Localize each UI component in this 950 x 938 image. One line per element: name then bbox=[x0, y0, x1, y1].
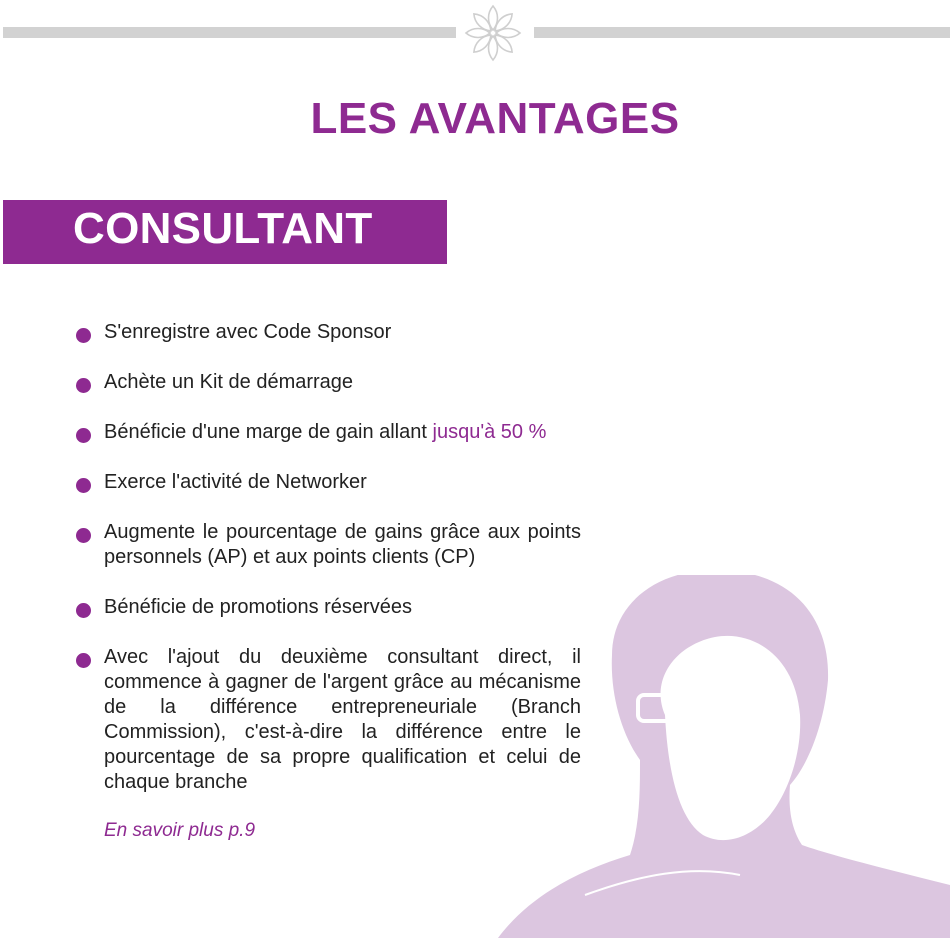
bullet-icon bbox=[76, 328, 91, 343]
list-item bbox=[75, 645, 595, 795]
bullet-icon bbox=[76, 478, 91, 493]
top-divider-left bbox=[3, 27, 456, 38]
list-item bbox=[75, 595, 595, 620]
list-item bbox=[75, 370, 595, 395]
section-banner-label: CONSULTANT bbox=[73, 204, 373, 253]
learn-more-link[interactable]: En savoir plus p.9 bbox=[104, 820, 256, 841]
page-title: LES AVANTAGES bbox=[310, 94, 680, 143]
list-item bbox=[75, 470, 595, 495]
list-item bbox=[75, 420, 595, 445]
flower-ornament-icon bbox=[462, 2, 524, 64]
bullet-icon bbox=[76, 603, 91, 618]
list-item bbox=[75, 320, 595, 345]
benefit-highlight: jusqu'à 50 % bbox=[432, 421, 547, 443]
benefit-text: Augmente le pourcentage de gains grâce aux points personnels (AP) et aux points clients (CP) bbox=[104, 521, 581, 568]
bullet-icon bbox=[76, 378, 91, 393]
top-divider-right bbox=[534, 27, 950, 38]
benefit-text: S'enregistre avec Code Sponsor bbox=[104, 321, 392, 343]
section-banner bbox=[3, 200, 447, 264]
list-item bbox=[75, 520, 595, 570]
benefit-text: Bénéficie de promotions réservées bbox=[104, 596, 412, 618]
benefits-list bbox=[75, 320, 595, 820]
benefit-text: Achète un Kit de démarrage bbox=[104, 371, 354, 393]
bullet-icon bbox=[76, 428, 91, 443]
benefit-text: Exerce l'activité de Networker bbox=[104, 471, 367, 493]
benefit-text: Avec l'ajout du deuxième consultant direct, il commence à gagner de l'argent grâce au mécanisme de la différence entrepreneuriale (Branch Commission), c'est-à-dire la différence entre le pourcentage de sa propre qualification et celui de chaque branche bbox=[104, 646, 581, 793]
bullet-icon bbox=[76, 528, 91, 543]
benefit-text-container bbox=[104, 420, 581, 445]
benefit-text: Bénéficie d'une marge de gain allant bbox=[104, 421, 433, 443]
bullet-icon bbox=[76, 653, 91, 668]
